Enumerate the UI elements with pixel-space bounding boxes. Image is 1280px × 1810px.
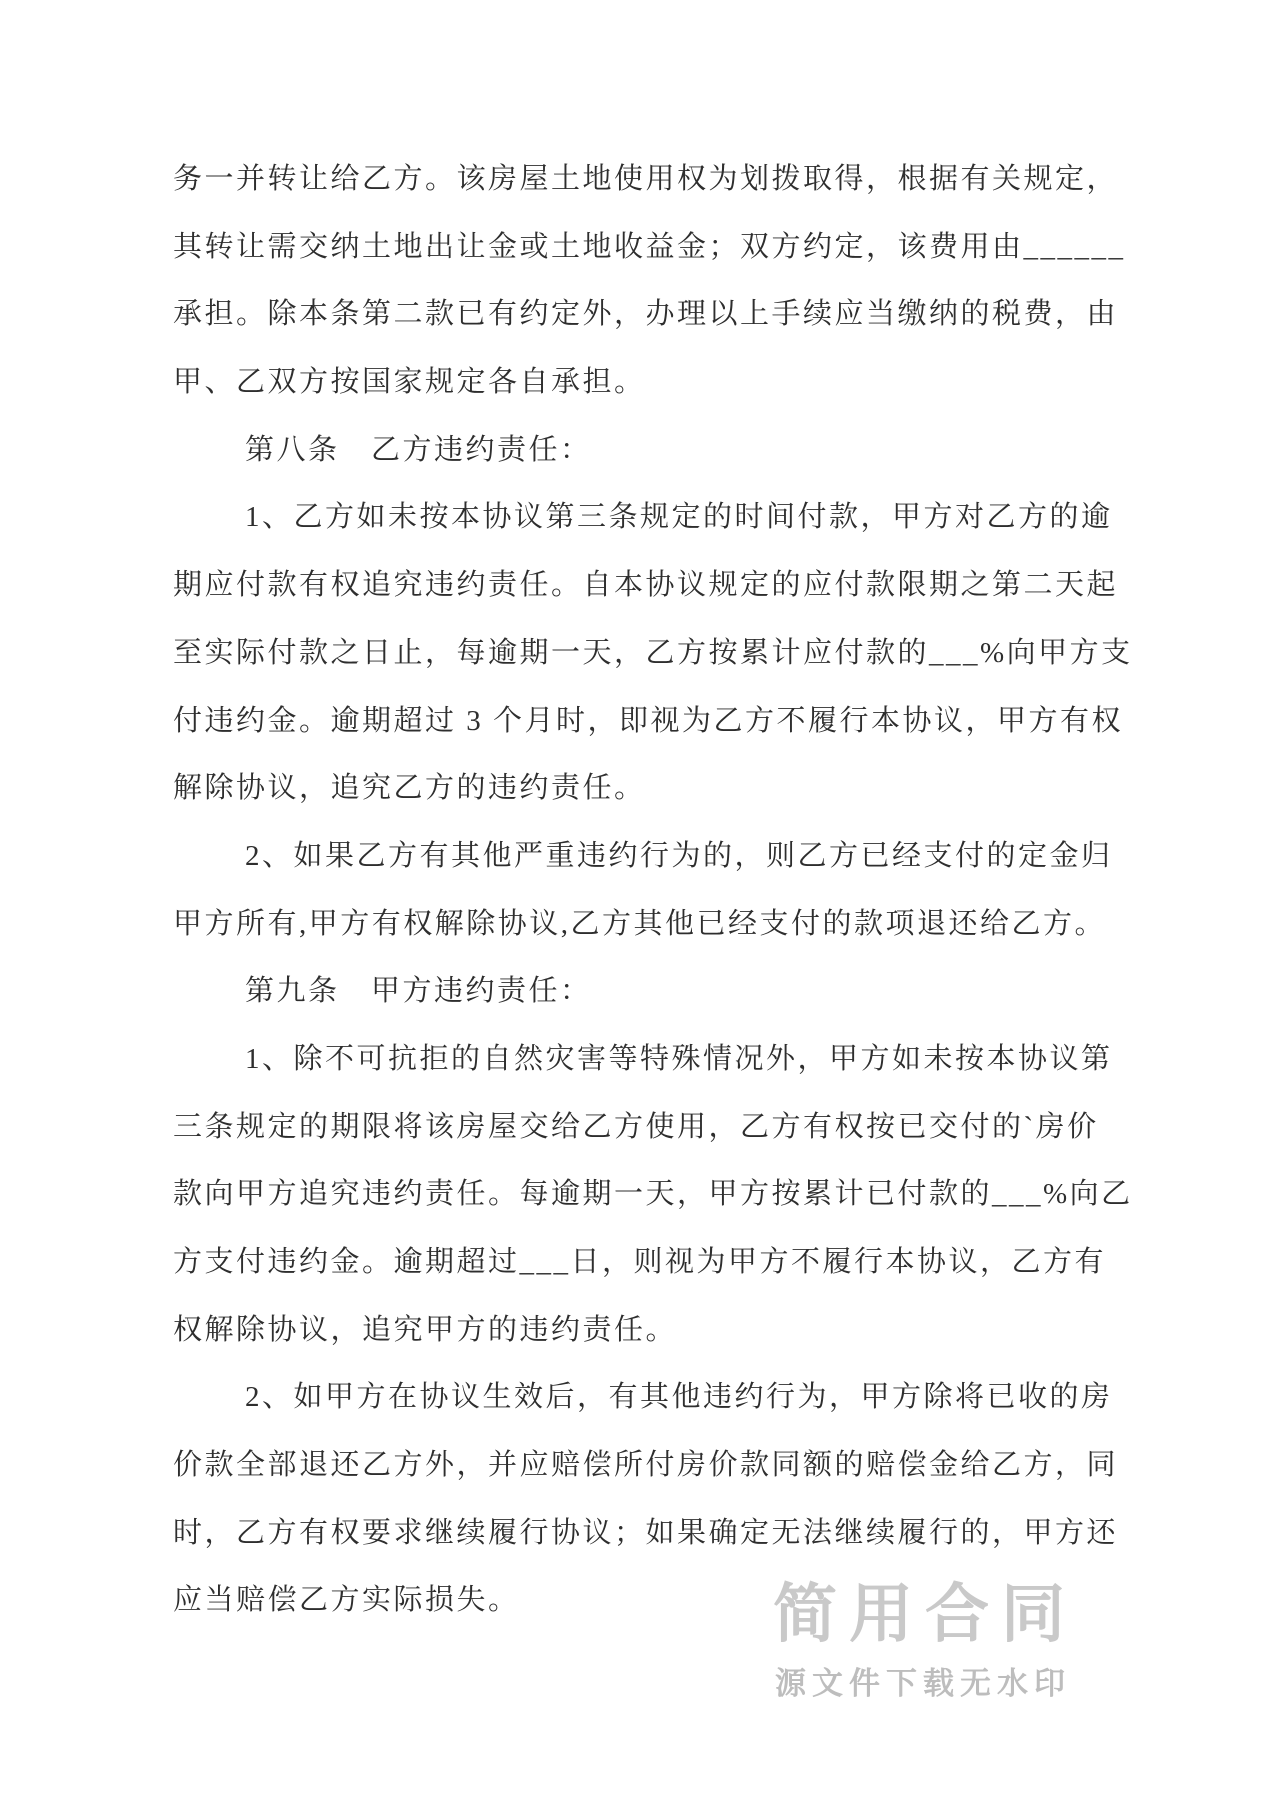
document-line: 时，乙方有权要求继续履行协议；如果确定无法继续履行的，甲方还 [173, 1516, 1119, 1549]
contract-text-block [173, 146, 1133, 1635]
clause-heading-article-8: 第八条 乙方违约责任： [245, 433, 592, 466]
document-line: 期应付款有权追究违约责任。自本协议规定的应付款限期之第二天起 [173, 569, 1119, 602]
document-line: 甲、乙双方按国家规定各自承担。 [173, 366, 646, 399]
watermark-subtitle: 源文件下载无水印 [775, 1666, 1071, 1701]
document-line: 2、如甲方在协议生效后，有其他违约行为，甲方除将已收的房 [245, 1381, 1113, 1414]
document-line: 解除协议，追究乙方的违约责任。 [173, 772, 646, 805]
document-line: 其转让需交纳土地出让金或土地收益金；双方约定，该费用由______ [173, 230, 1126, 263]
document-line: 付违约金。逾期超过 3 个月时，即视为乙方不履行本协议，甲方有权 [173, 704, 1124, 737]
clause-heading-article-9: 第九条 甲方违约责任： [245, 975, 592, 1008]
document-line: 务一并转让给乙方。该房屋土地使用权为划拨取得，根据有关规定， [173, 163, 1119, 195]
document-line: 三条规定的期限将该房屋交给乙方使用，乙方有权按已交付的`房价 [173, 1110, 1099, 1143]
document-line: 款向甲方追究违约责任。每逾期一天，甲方按累计已付款的___%向乙 [173, 1178, 1133, 1211]
document-line: 2、如果乙方有其他严重违约行为的，则乙方已经支付的定金归 [245, 839, 1113, 872]
document-line: 权解除协议，追究甲方的违约责任。 [173, 1313, 678, 1346]
document-line: 1、除不可抗拒的自然灾害等特殊情况外，甲方如未按本协议第 [245, 1042, 1113, 1075]
document-line: 承担。除本条第二款已有约定外，办理以上手续应当缴纳的税费，由 [173, 298, 1119, 331]
document-line: 价款全部退还乙方外，并应赔偿所付房价款同额的赔偿金给乙方，同 [173, 1449, 1119, 1482]
document-line: 应当赔偿乙方实际损失。 [173, 1584, 520, 1617]
document-line: 1、乙方如未按本协议第三条规定的时间付款，甲方对乙方的逾 [245, 501, 1113, 534]
watermark-title: 简用合同 [773, 1578, 1077, 1650]
document-line: 至实际付款之日止，每逾期一天，乙方按累计应付款的___%向甲方支 [173, 636, 1133, 669]
document-line: 甲方所有,甲方有权解除协议,乙方其他已经支付的款项退还给乙方。 [173, 907, 1107, 940]
document-line: 方支付违约金。逾期超过___日，则视为甲方不履行本协议，乙方有 [173, 1246, 1107, 1278]
